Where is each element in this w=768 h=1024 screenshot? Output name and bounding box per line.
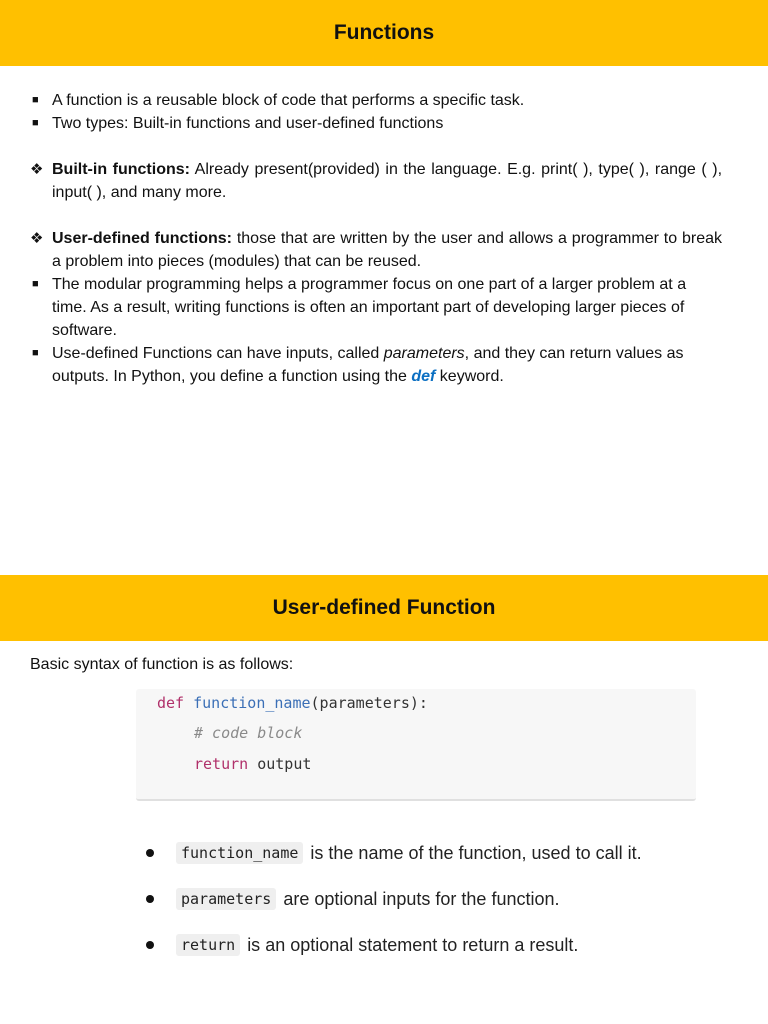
slide-title: Functions: [333, 21, 435, 44]
inline-code: return: [176, 934, 240, 956]
list-item: [146, 876, 746, 922]
list-item: [146, 830, 746, 876]
bullet-item: [30, 342, 722, 388]
item-text: is the name of the function, used to call it.: [310, 842, 642, 863]
inline-code: parameters: [176, 888, 276, 910]
square-bullet-icon: ■: [32, 94, 39, 106]
code-line: # code block: [194, 724, 303, 742]
item-text: are optional inputs for the function.: [283, 888, 560, 909]
slide-title-banner: [0, 575, 768, 641]
params-text-mid: , and they can return values as outputs. In Python, you define a function using the: [52, 345, 684, 385]
bullet-item: [30, 273, 722, 342]
code-line: return output: [194, 755, 312, 773]
dot-bullet-icon: [146, 941, 154, 949]
userdefined-text: those that are written by the user and allows a programmer to break a problem into pieces (modules) that can be reused.: [52, 230, 723, 270]
parameters-term: parameters: [383, 345, 465, 362]
builtin-text: Already present(provided) in the language. E.g. print( ), type( ), range ( ), input( ), and many more.: [52, 161, 723, 201]
diamond-bullet-icon: ❖: [30, 230, 44, 247]
def-keyword: def: [411, 368, 436, 385]
code-line: def function_name(parameters):: [157, 694, 428, 712]
userdefined-label: User-defined functions:: [52, 230, 232, 247]
bullet-text: A function is a reusable block of code that performs a specific task.: [52, 92, 525, 109]
syntax-description-list: [146, 830, 746, 968]
item-text: is an optional statement to return a result.: [247, 934, 579, 955]
square-bullet-icon: ■: [32, 117, 39, 129]
modular-text: The modular programming helps a programmer focus on one part of a larger problem at a time. As a result, writing functions is often an important part of developing larger pieces of software.: [52, 276, 687, 339]
dot-bullet-icon: [146, 849, 154, 857]
diamond-bullet-icon: ❖: [30, 161, 44, 178]
syntax-intro: Basic syntax of function is as follows:: [30, 656, 294, 673]
slide-title: User-defined Function: [272, 596, 496, 619]
slide-body: [30, 89, 722, 388]
params-text-post: keyword.: [435, 368, 504, 385]
square-bullet-icon: ■: [32, 347, 39, 359]
bullet-item: [30, 89, 722, 112]
slide-title-banner: [0, 0, 768, 66]
params-text-pre: Use-defined Functions can have inputs, called: [52, 345, 384, 362]
builtin-label: Built-in functions:: [52, 161, 190, 178]
dot-bullet-icon: [146, 895, 154, 903]
bullet-item: [30, 112, 722, 135]
inline-code: function_name: [176, 842, 303, 864]
code-block: [136, 689, 696, 801]
bullet-text: Two types: Built-in functions and user-defined functions: [52, 115, 444, 132]
list-item: [146, 922, 746, 968]
userdefined-functions-item: [30, 227, 722, 273]
square-bullet-icon: ■: [32, 278, 39, 290]
builtin-functions-item: [30, 158, 722, 204]
